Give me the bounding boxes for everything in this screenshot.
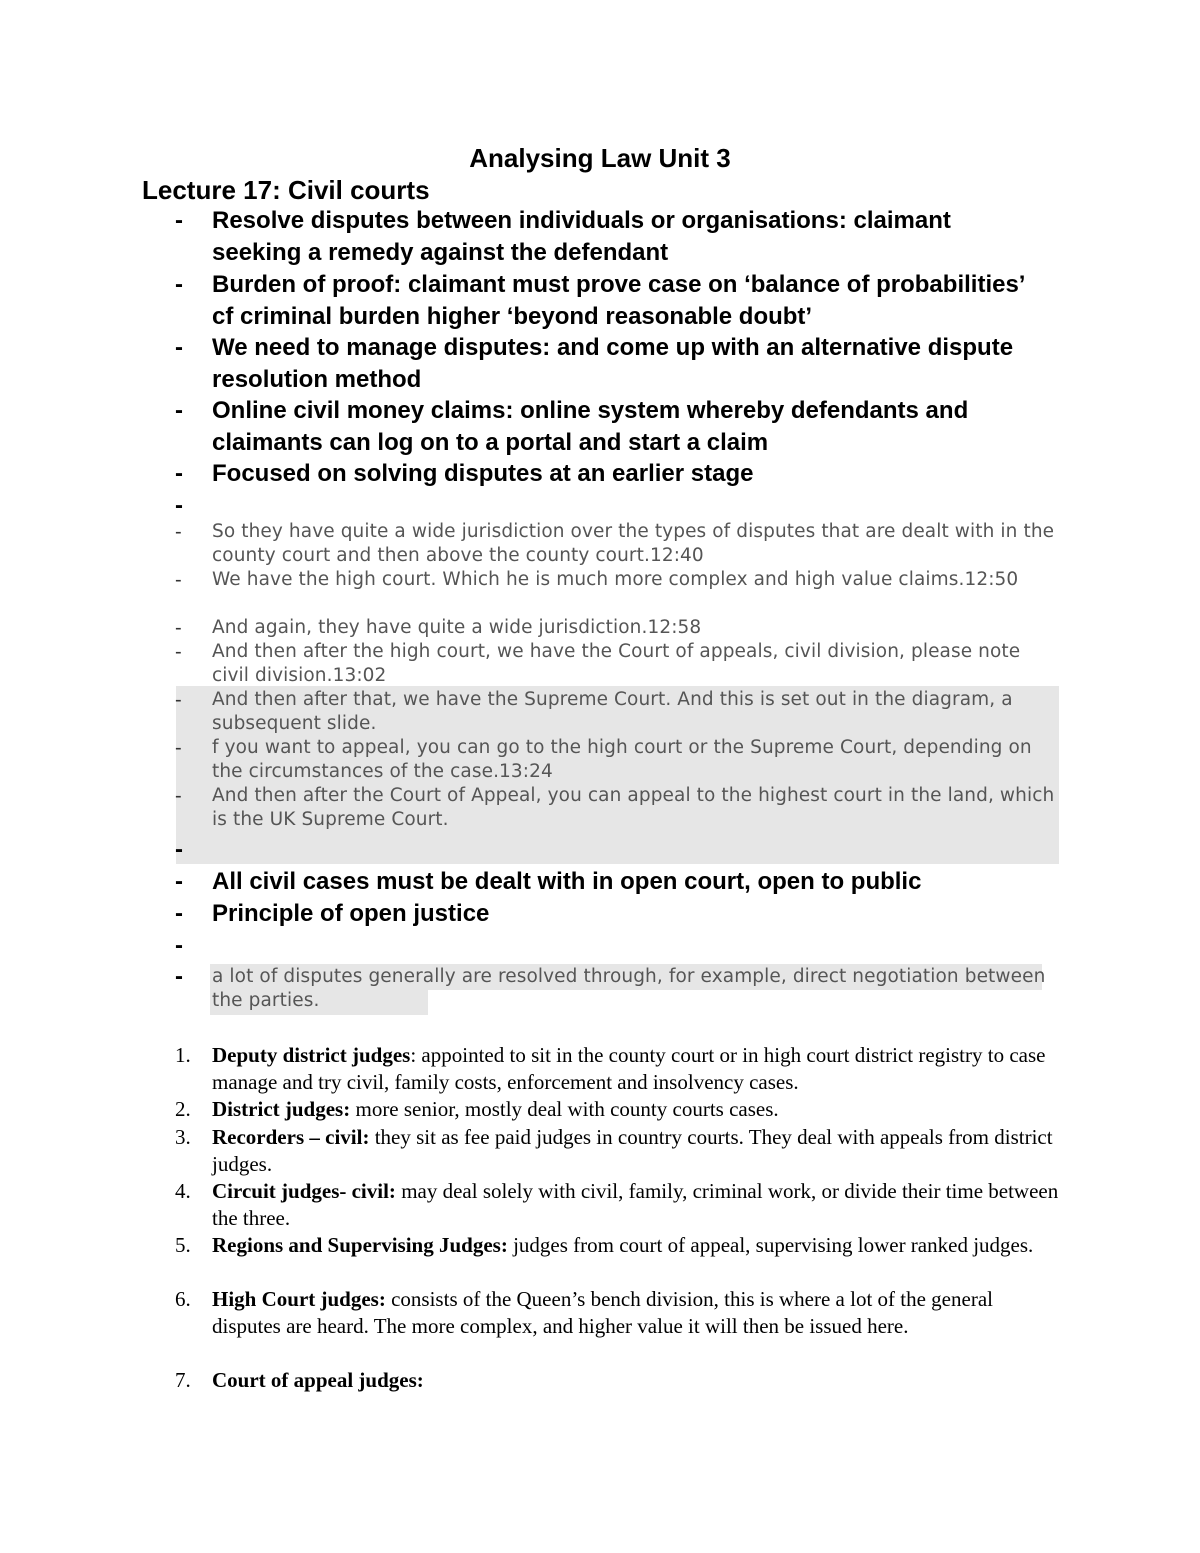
- item-number: 3.: [175, 1125, 191, 1149]
- bullet-text: Focused on solving disputes at an earlier stage: [212, 460, 754, 487]
- item-text: [212, 1232, 1067, 1259]
- item-text: [212, 1178, 1067, 1232]
- item-text: [212, 1096, 1067, 1123]
- bullet-text: All civil cases must be dealt with in open court, open to public: [212, 868, 922, 895]
- bullet-dash: -: [175, 689, 182, 711]
- bullet-text: And then after that, we have the Supreme Court. And this is set out in the diagram, a subsequent slide.: [212, 689, 1013, 734]
- item-number: 2.: [175, 1097, 191, 1121]
- bullet-text: And then after the Court of Appeal, you can appeal to the highest court in the land, which is the UK Supreme Court.: [212, 785, 1055, 830]
- item-number: 7.: [175, 1368, 191, 1392]
- bullet-dash: -: [175, 868, 183, 895]
- item-desc: they sit as fee paid judges in country courts. They deal with appeals from district judges.: [212, 1125, 1053, 1176]
- bullet-text: So they have quite a wide jurisdiction over the types of disputes that are dealt with in the county court and then above the county court.12:40: [212, 521, 1055, 566]
- bullet-text: We have the high court. Which he is much more complex and high value claims.12:50: [212, 569, 1019, 590]
- document-title: Analysing Law Unit 3: [469, 143, 731, 173]
- bullet-dash: -: [175, 334, 183, 361]
- item-term: Deputy district judges: [212, 1043, 411, 1067]
- item-text: [212, 1367, 1067, 1394]
- bullet-text: We need to manage disputes: and come up with an alternative dispute resolution method: [212, 334, 1014, 393]
- item-desc: may deal solely with civil, family, criminal work, or divide their time between the three.: [212, 1179, 1059, 1230]
- item-number: 6.: [175, 1287, 191, 1311]
- bullet-dash: -: [175, 785, 182, 807]
- item-term: Regions and Supervising Judges:: [212, 1233, 508, 1257]
- bullet-dash: -: [175, 900, 183, 927]
- bullet-dash: -: [175, 207, 183, 234]
- item-number: 4.: [175, 1179, 191, 1203]
- item-term: Recorders – civil:: [212, 1125, 370, 1149]
- bullet-text: And again, they have quite a wide jurisdiction.12:58: [212, 617, 702, 638]
- bullet-text: Resolve disputes between individuals or organisations: claimant seeking a remedy against the defendant: [212, 207, 951, 266]
- item-desc: : appointed to sit in the county court or in high court district registry to case manage and try civil, family costs, enforcement and insolvency cases.: [212, 1043, 1046, 1094]
- bullet-dash: -: [175, 569, 182, 591]
- bullet-text: a lot of disputes generally are resolved through, for example, direct negotiation between the parties.: [212, 966, 1046, 1011]
- lecture-heading: Lecture 17: Civil courts: [142, 175, 430, 205]
- bullet-dash: -: [175, 521, 182, 543]
- bullet-dash: -: [175, 617, 182, 639]
- item-text: [212, 1042, 1067, 1096]
- bullet-text: Online civil money claims: online system whereby defendants and claimants can log on to a portal and start a claim: [212, 397, 969, 456]
- bullet-dash: -: [175, 492, 183, 519]
- item-desc: judges from court of appeal, supervising lower ranked judges.: [507, 1233, 1034, 1257]
- bullet-text: Burden of proof: claimant must prove case on ‘balance of probabilities’ cf criminal burden higher ‘beyond reasonable doubt’: [212, 271, 1025, 330]
- item-term: Court of appeal judges:: [212, 1368, 424, 1392]
- bullet-dash: -: [175, 932, 183, 959]
- item-text: [212, 1286, 1067, 1340]
- bullet-dash: -: [175, 836, 183, 863]
- item-number: 1.: [175, 1043, 191, 1067]
- bullet-dash: -: [175, 641, 182, 663]
- bullet-text: And then after the high court, we have the Court of appeals, civil division, please note civil division.13:02: [212, 641, 1021, 686]
- bullet-dash: -: [175, 397, 183, 424]
- item-term: High Court judges:: [212, 1287, 386, 1311]
- item-term: District judges:: [212, 1097, 351, 1121]
- item-desc: consists of the Queen’s bench division, this is where a lot of the general disputes are heard. The more complex, and higher value it will then be issued here.: [212, 1287, 993, 1338]
- item-text: [212, 1124, 1067, 1178]
- bullet-dash: -: [175, 737, 182, 759]
- bullet-text: Principle of open justice: [212, 900, 490, 927]
- bullet-dash: -: [175, 963, 184, 990]
- bullet-text: f you want to appeal, you can go to the high court or the Supreme Court, depending on the circumstances of the case.13:24: [212, 737, 1032, 782]
- item-term: Circuit judges- civil:: [212, 1179, 396, 1203]
- bullet-dash: -: [175, 460, 183, 487]
- item-number: 5.: [175, 1233, 191, 1257]
- item-desc: more senior, mostly deal with county courts cases.: [350, 1097, 779, 1121]
- bullet-dash: -: [175, 271, 183, 298]
